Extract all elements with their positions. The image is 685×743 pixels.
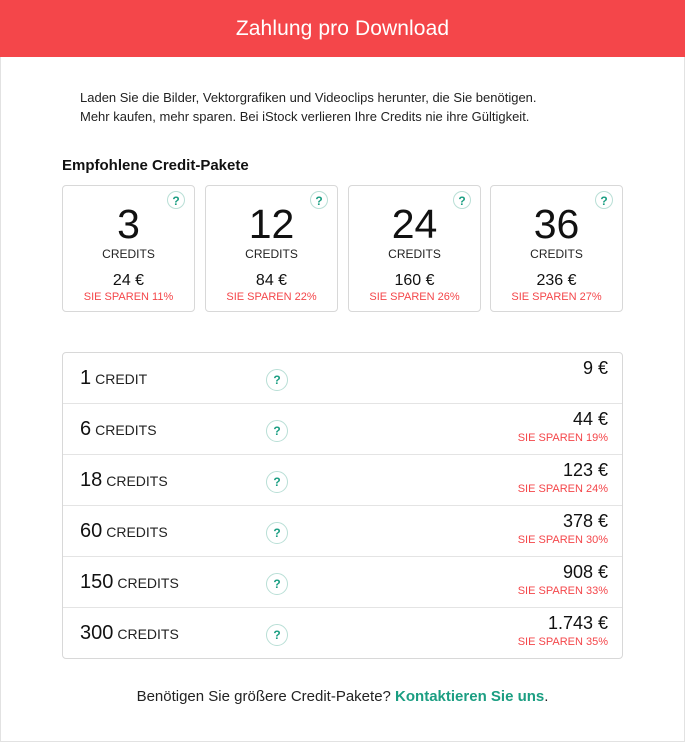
row-quantity [80, 571, 179, 594]
row-quantity [80, 520, 168, 543]
row-credits: 300 [80, 622, 114, 644]
package-price: 236 € [536, 272, 577, 289]
row-saving: SIE SPAREN 19% [517, 432, 608, 444]
row-quantity [80, 418, 157, 441]
row-credits: 60 [80, 520, 103, 542]
package-credits: 36 [533, 201, 580, 247]
row-price: 378 € [562, 511, 608, 531]
help-icon[interactable]: ? [266, 369, 288, 391]
help-icon[interactable]: ? [266, 471, 288, 493]
row-unit: CREDITS [106, 473, 168, 489]
package-card-24[interactable] [348, 185, 481, 312]
package-unit: CREDITS [388, 247, 441, 261]
table-row[interactable] [63, 454, 622, 505]
package-credits: 3 [117, 201, 140, 247]
table-row[interactable] [63, 505, 622, 556]
row-credits: 18 [80, 469, 103, 491]
help-icon[interactable]: ? [595, 191, 613, 209]
table-row[interactable] [63, 403, 622, 454]
package-saving: SIE SPAREN 26% [369, 291, 460, 303]
help-icon[interactable]: ? [453, 191, 471, 209]
row-price: 9 € [582, 358, 608, 378]
contact-link[interactable]: Kontaktieren Sie uns [395, 688, 545, 705]
row-unit: CREDIT [95, 371, 148, 387]
page-title: Zahlung pro Download [235, 16, 450, 40]
row-unit: CREDITS [117, 626, 179, 642]
row-price: 908 € [562, 562, 608, 582]
row-credits: 6 [80, 418, 92, 440]
row-unit: CREDITS [95, 422, 157, 438]
package-price: 24 € [112, 272, 145, 289]
row-credits: 150 [80, 571, 114, 593]
package-price: 160 € [394, 272, 435, 289]
header-bar [0, 0, 685, 57]
row-saving: SIE SPAREN 30% [517, 534, 608, 546]
package-saving: SIE SPAREN 27% [511, 291, 602, 303]
row-price: 1.743 € [547, 613, 608, 633]
intro-line-2: Mehr kaufen, mehr sparen. Bei iStock verlieren Ihre Credits nie ihre Gültigkeit. [80, 109, 530, 124]
credit-options-table [62, 352, 623, 659]
row-saving: SIE SPAREN 35% [517, 636, 608, 648]
recommended-packages [62, 185, 623, 312]
package-saving: SIE SPAREN 22% [226, 291, 317, 303]
package-unit: CREDITS [530, 247, 583, 261]
help-icon[interactable]: ? [310, 191, 328, 209]
package-price: 84 € [255, 272, 288, 289]
intro-line-1: Laden Sie die Bilder, Vektorgrafiken und Videoclips herunter, die Sie benötigen. [80, 90, 537, 105]
row-saving: SIE SPAREN 33% [517, 585, 608, 597]
table-row[interactable] [63, 556, 622, 607]
package-credits: 12 [248, 201, 295, 247]
recommended-packages-title: Empfohlene Credit-Pakete [62, 157, 249, 174]
package-credits: 24 [391, 201, 438, 247]
package-unit: CREDITS [102, 247, 155, 261]
package-card-36[interactable] [490, 185, 623, 312]
package-unit: CREDITS [245, 247, 298, 261]
table-row[interactable] [63, 607, 622, 658]
help-icon[interactable]: ? [266, 522, 288, 544]
row-unit: CREDITS [117, 575, 179, 591]
row-price: 44 € [572, 409, 608, 429]
help-icon[interactable]: ? [266, 624, 288, 646]
table-row[interactable] [63, 353, 622, 403]
row-credits: 1 [80, 367, 92, 389]
help-icon[interactable]: ? [167, 191, 185, 209]
row-quantity [80, 367, 147, 390]
row-price: 123 € [562, 460, 608, 480]
row-saving: SIE SPAREN 24% [517, 483, 608, 495]
intro-text [80, 88, 640, 126]
package-card-3[interactable] [62, 185, 195, 312]
help-icon[interactable]: ? [266, 420, 288, 442]
row-unit: CREDITS [106, 524, 168, 540]
package-saving: SIE SPAREN 11% [83, 291, 174, 303]
row-quantity [80, 622, 179, 645]
package-card-12[interactable] [205, 185, 338, 312]
footer-note [0, 688, 685, 705]
row-quantity [80, 469, 168, 492]
footer-period: . [544, 688, 549, 705]
help-icon[interactable]: ? [266, 573, 288, 595]
footer-text: Benötigen Sie größere Credit-Pakete? [136, 688, 391, 705]
